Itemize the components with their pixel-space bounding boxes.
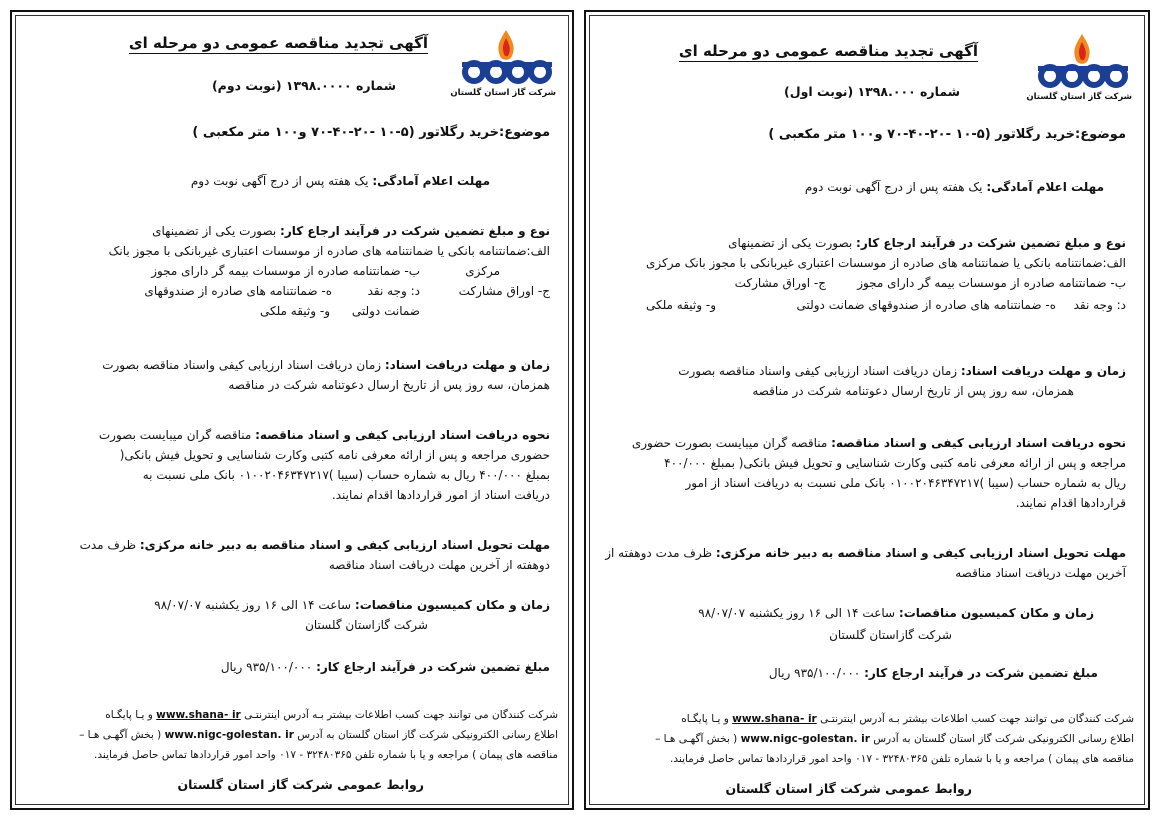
nigc-golestan-link[interactable]: www.nigc-golestan. ir — [740, 733, 870, 745]
shana-link[interactable]: www.shana- ir — [732, 713, 817, 725]
logo-caption: شرکت گاز استان گلستان — [450, 88, 556, 98]
receive-method-line2: مراجعه و پس از ارائه معرفی نامه کتبی وکارت شناسایی و تحویل فیش بانکی( بمبلغ ۴۰۰/۰۰۰ — [664, 456, 1126, 470]
receive-method-line4: دریافت اسناد از امور قراردادها اقدام نمایند. — [331, 488, 550, 502]
commission-place: شرکت گازاستان گلستان — [305, 618, 428, 632]
notice-first-round: شرکت گاز استان گلستان آگهی تجدید مناقصه عمومی دو مرحله ای شماره ۱۳۹۸.۰۰۰ (نوبت اول) موضوع:خرید رگلاتور (۵-۱۰ -۲۰-۴۰-۷۰ و۱۰۰ متر مکعبی ) مهلت اعلام آمادگی: یک هفته پس از درج آگهی نوبت دوم نوع و مبلغ تضمین شرکت در فرآیند ارجاع کار: بصورت یکی از تضمینهای الف:ضمانتنامه بانکی یا ضمانتنامه های صادره از موسسات اعتباری غیربانکی با مجوز بانک مرکزی ب- ضمانتنامه صادره از موسسات بیمه گر دارای مجوز ج- اوراق مشارکت د: وجه نقد ه- ضمانتنامه های صادره از صندوقهای ضمانت دولتی و- وثیقه ملکی زمان و مهلت دریافت اسناد: زمان دریافت اسناد ارزیابی کیفی واسناد مناقصه بصورت همزمان، سه روز پس از تاریخ ارسال دعوتنامه شرکت در مناقصه نحوه دریافت اسناد ارزیابی کیفی و اسناد مناقصه: مناقصه گران میبایست بصورت حضوری مراجعه و پس از ارائه معرفی نامه کتبی وکارت شناسایی و تحویل فیش بانکی( بمبلغ ۴۰۰/۰۰۰ ریال به شماره حساب (سیبا )۰۱۰۰۲۰۴۶۳۴۷۲۱۷ بانک ملی نسبت به دریافت اسناد از امور قراردادها اقدام نمایند. مهلت تحویل اسناد ارزیابی کیفی و اسناد مناقصه به دبیر خانه مرکزی: ظرف مدت دوهفته از آخرین مهلت دریافت اسناد مناقصه زمان و مکان کمیسیون مناقصات: ساعت ۱۴ الی ۱۶ روز یکشنبه ۹۸/۰۷/۰۷ شرکت گازاستان گلستان مبلغ تضمین شرکت در فرآیند ارجاع کار: ۹۳۵/۱۰۰/۰۰۰ ریال شرکت کنندگان می توانند جهت کسب اطلاعات بیشتر بـه آدرس اینترنتـی www.shana- ir و یـا پایگـاه اطلاع رسانی الکترونیکی شرکت گاز استان گلستان به آدرس www.nigc-golestan. ir ( بخش آگهـی هـا – مناقصه های پیمان ) مراجعه و یا با شماره تلفن ۳۲۴۸۰۳۶۵ - ۰۱۷ واحد امور قراردادها تماس حاصل فرمایند. روابط عمومی شرکت گاز استان گلستان — [584, 10, 1150, 810]
guarantee-option-a: الف:ضمانتنامه بانکی یا ضمانتنامه های صادره از موسسات اعتباری غیربانکی با مجوز بانک مرکزی — [646, 256, 1126, 270]
delivery-deadline-line2: آخرین مهلت دریافت اسناد مناقصه — [955, 566, 1126, 580]
commission-time-place: زمان و مکان کمیسیون مناقصات: ساعت ۱۴ الی ۱۶ روز یکشنبه ۹۸/۰۷/۰۷ — [154, 598, 550, 612]
commission-time-place: زمان و مکان کمیسیون مناقصات: ساعت ۱۴ الی ۱۶ روز یکشنبه ۹۸/۰۷/۰۷ — [698, 606, 1094, 620]
signature: روابط عمومی شرکت گاز استان گلستان — [725, 781, 972, 796]
receive-documents: زمان و مهلت دریافت اسناد: زمان دریافت اسناد ارزیابی کیفی واسناد مناقصه بصورت — [678, 364, 1126, 378]
readiness-deadline: مهلت اعلام آمادگی: یک هفته پس از درج آگهی نوبت دوم — [190, 174, 490, 188]
guarantee-amount: مبلغ تضمین شرکت در فرآیند ارجاع کار: ۹۳۵/۱۰۰/۰۰۰ ریال — [220, 660, 550, 674]
guarantee-type: نوع و مبلغ تضمین شرکت در فرآیند ارجاع کار: بصورت یکی از تضمینهای — [152, 224, 550, 238]
notice-number: شماره ۱۳۹۸.۰۰۰۰ (نوبت دوم) — [211, 78, 396, 93]
notice-second-round: شرکت گاز استان گلستان آگهی تجدید مناقصه عمومی دو مرحله ای شماره ۱۳۹۸.۰۰۰۰ (نوبت دوم) موضوع:خرید رگلاتور (۵-۱۰ -۲۰-۴۰-۷۰ و۱۰۰ متر مکعبی ) مهلت اعلام آمادگی: یک هفته پس از درج آگهی نوبت دوم نوع و مبلغ تضمین شرکت در فرآیند ارجاع کار: بصورت یکی از تضمینهای الف:ضمانتنامه بانکی یا ضمانتنامه های صادره از موسسات اعتباری غیربانکی با مجوز بانک مرکزی ب- ضمانتنامه صادره از موسسات بیمه گر دارای مجوز ج- اوراق مشارکت د: وجه نقد ه- ضمانتنامه های صادره از صندوقهای ضمانت دولتی و- وثیقه ملکی زمان و مهلت دریافت اسناد: زمان دریافت اسناد ارزیابی کیفی واسناد مناقصه بصورت همزمان، سه روز پس از تاریخ ارسال دعوتنامه شرکت در مناقصه نحوه دریافت اسناد ارزیابی کیفی و اسناد مناقصه: مناقصه گران میبایست بصورت حضوری مراجعه و پس از ارائه معرفی نامه کتبی وکارت شناسایی و تحویل فیش بانکی( بمبلغ ۴۰۰/۰۰۰ ریال به شماره حساب (سیبا )۰۱۰۰۲۰۴۶۳۴۷۲۱۷ بانک ملی نسبت به دریافت اسناد از امور قراردادها اقدام نمایند. مهلت تحویل اسناد ارزیابی کیفی و اسناد مناقصه به دبیر خانه مرکزی: ظرف مدت دوهفته از آخرین مهلت دریافت اسناد مناقصه زمان و مکان کمیسیون مناقصات: ساعت ۱۴ الی ۱۶ روز یکشنبه ۹۸/۰۷/۰۷ شرکت گازاستان گلستان مبلغ تضمین شرکت در فرآیند ارجاع کار: ۹۳۵/۱۰۰/۰۰۰ ریال شرکت کنندگان می توانند جهت کسب اطلاعات بیشتر بـه آدرس اینترنتـی www.shana- ir و یـا پایگـاه اطلاع رسانی الکترونیکی شرکت گاز استان گلستان به آدرس www.nigc-golestan. ir ( بخش آگهـی هـا – مناقصه های پیمان ) مراجعه و یا با شماره تلفن ۳۲۴۸۰۳۶۵ - ۰۱۷ واحد امور قراردادها تماس حاصل فرمایند. روابط عمومی شرکت گاز استان گلستان — [10, 10, 574, 810]
footer-info-line2: اطلاع رسانی الکترونیکی شرکت گاز استان گلستان به آدرس www.nigc-golestan. ir ( بخش آگهـی هـا – — [655, 733, 1134, 745]
notice-title: آگهی تجدید مناقصه عمومی دو مرحله ای — [128, 34, 428, 52]
receive-method-line3: بمبلغ ۴۰۰/۰۰۰ ریال به شماره حساب (سیبا )۰۱۰۰۲۰۴۶۳۴۷۲۱۷ بانک ملی نسبت به — [142, 468, 550, 482]
receive-method: نحوه دریافت اسناد ارزیابی کیفی و اسناد مناقصه: مناقصه گران میبایست بصورت حضوری — [631, 436, 1126, 450]
notice-subject: موضوع:خرید رگلاتور (۵-۱۰ -۲۰-۴۰-۷۰ و۱۰۰ متر مکعبی ) — [768, 127, 1126, 142]
delivery-deadline: مهلت تحویل اسناد ارزیابی کیفی و اسناد مناقصه به دبیر خانه مرکزی: ظرف مدت دوهفته از — [605, 546, 1126, 560]
logo-caption: شرکت گاز استان گلستان — [1026, 92, 1132, 102]
footer-info-line3: مناقصه های پیمان ) مراجعه و یا با شماره تلفن ۳۲۴۸۰۳۶۵ - ۰۱۷ واحد امور قراردادها تماس حاصل فرمایند. — [94, 749, 558, 761]
footer-info-line1: شرکت کنندگان می توانند جهت کسب اطلاعات بیشتر بـه آدرس اینترنتـی www.shana- ir و یـا پایگـاه — [105, 709, 558, 721]
receive-documents-line2: همزمان، سه روز پس از تاریخ ارسال دعوتنامه شرکت در مناقصه — [228, 378, 550, 392]
receive-method: نحوه دریافت اسناد ارزیابی کیفی و اسناد مناقصه: مناقصه گران میبایست بصورت — [98, 428, 550, 442]
shana-link[interactable]: www.shana- ir — [156, 709, 241, 721]
company-logo — [450, 26, 556, 108]
delivery-deadline-line2: دوهفته از آخرین مهلت دریافت اسناد مناقصه — [328, 558, 550, 572]
receive-method-line2: حضوری مراجعه و پس از ارائه معرفی نامه کتبی وکارت شناسایی و تحویل فیش بانکی( — [119, 448, 550, 462]
receive-method-line4: قراردادها اقدام نمایند. — [1015, 496, 1126, 510]
receive-documents: زمان و مهلت دریافت اسناد: زمان دریافت اسناد ارزیابی کیفی واسناد مناقصه بصورت — [102, 358, 550, 372]
receive-method-line3: ریال به شماره حساب (سیبا )۰۱۰۰۲۰۴۶۳۴۷۲۱۷ بانک ملی نسبت به دریافت اسناد از امور — [685, 476, 1126, 490]
delivery-deadline: مهلت تحویل اسناد ارزیابی کیفی و اسناد مناقصه به دبیر خانه مرکزی: ظرف مدت — [79, 538, 550, 552]
gas-flame-logo-icon — [456, 26, 556, 88]
notice-title: آگهی تجدید مناقصه عمومی دو مرحله ای — [678, 42, 978, 60]
receive-documents-line2: همزمان، سه روز پس از تاریخ ارسال دعوتنامه شرکت در مناقصه — [752, 384, 1074, 398]
commission-place: شرکت گازاستان گلستان — [829, 628, 952, 642]
signature: روابط عمومی شرکت گاز استان گلستان — [177, 777, 424, 792]
footer-info-line2: اطلاع رسانی الکترونیکی شرکت گاز استان گلستان به آدرس www.nigc-golestan. ir ( بخش آگهـی هـا – — [79, 729, 558, 741]
readiness-deadline: مهلت اعلام آمادگی: یک هفته پس از درج آگهی نوبت دوم — [804, 180, 1104, 194]
footer-info-line1: شرکت کنندگان می توانند جهت کسب اطلاعات بیشتر بـه آدرس اینترنتـی www.shana- ir و یـا پایگـاه — [681, 713, 1134, 725]
guarantee-amount: مبلغ تضمین شرکت در فرآیند ارجاع کار: ۹۳۵/۱۰۰/۰۰۰ ریال — [768, 666, 1098, 680]
nigc-golestan-link[interactable]: www.nigc-golestan. ir — [164, 729, 294, 741]
notice-subject: موضوع:خرید رگلاتور (۵-۱۰ -۲۰-۴۰-۷۰ و۱۰۰ متر مکعبی ) — [192, 125, 550, 140]
company-logo — [1026, 30, 1132, 112]
guarantee-type: نوع و مبلغ تضمین شرکت در فرآیند ارجاع کار: بصورت یکی از تضمینهای — [728, 236, 1126, 250]
guarantee-option-a: الف:ضمانتنامه بانکی یا ضمانتنامه های صادره از موسسات اعتباری غیربانکی با مجوز بانک — [108, 244, 550, 258]
gas-flame-logo-icon — [1032, 30, 1132, 92]
notice-number: شماره ۱۳۹۸.۰۰۰ (نوبت اول) — [784, 84, 960, 99]
footer-info-line3: مناقصه های پیمان ) مراجعه و یا با شماره تلفن ۳۲۴۸۰۳۶۵ - ۰۱۷ واحد امور قراردادها تماس حاصل فرمایند. — [670, 753, 1134, 765]
